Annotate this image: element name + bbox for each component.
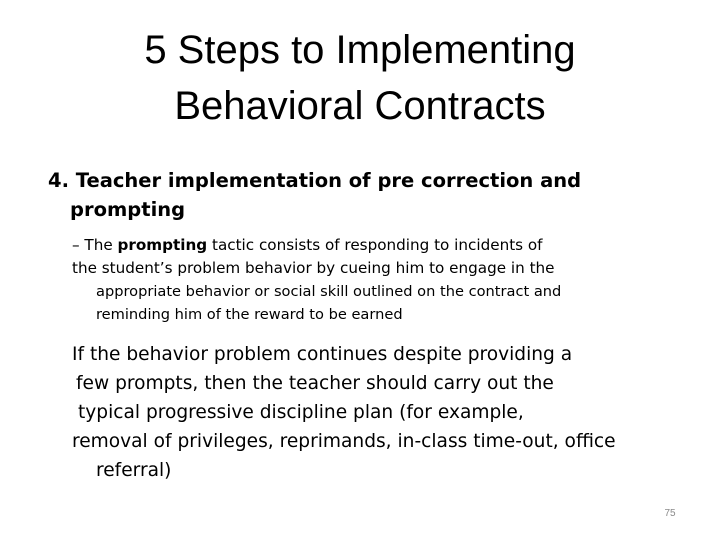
page-number: 75	[664, 508, 676, 519]
subpoint-line-4: reminding him of the reward to be earned	[96, 306, 403, 323]
slide-title	[0, 22, 720, 134]
paragraph-line-1: If the behavior problem continues despite providing a	[72, 344, 573, 365]
paragraph-line-5: referral)	[96, 460, 172, 481]
slide-title-line-2: Behavioral Contracts	[174, 84, 546, 128]
step-heading	[48, 166, 668, 224]
paragraph-line-2: few prompts, then the teacher should carry out the	[76, 373, 554, 394]
slide-title-line-1: 5 Steps to Implementing	[144, 28, 576, 72]
paragraph-line-3: typical progressive discipline plan (for example,	[78, 402, 524, 423]
step-heading-line-1: 4. Teacher implementation of pre correction and	[48, 169, 582, 192]
subpoint-post-text: tactic consists of responding to incidents of	[207, 236, 543, 254]
subpoint-line-1	[72, 234, 702, 257]
discipline-paragraph	[72, 340, 702, 485]
paragraph-line-4: removal of privileges, reprimands, in-class time-out, office	[72, 431, 616, 452]
subpoint-dash: –	[72, 236, 85, 254]
subpoint-prompting	[72, 234, 702, 326]
subpoint-bold-term: prompting	[117, 236, 208, 254]
subpoint-line-2: the student’s problem behavior by cueing him to engage in the	[72, 259, 555, 277]
step-heading-line-2: prompting	[70, 198, 186, 221]
subpoint-line-3: appropriate behavior or social skill outlined on the contract and	[96, 283, 562, 300]
subpoint-pre-text: The	[84, 236, 118, 254]
